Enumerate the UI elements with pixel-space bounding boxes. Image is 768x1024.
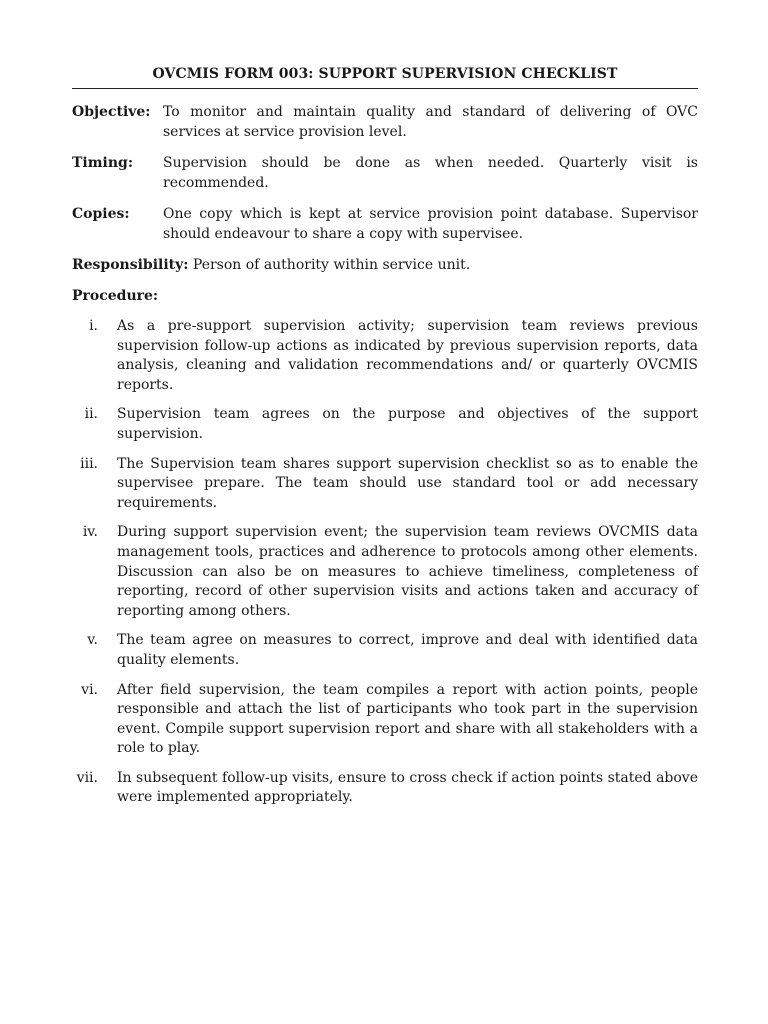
procedure-item [72, 769, 698, 808]
copies-label: Copies: [72, 206, 130, 222]
timing-field [72, 153, 698, 193]
procedure-item [72, 631, 698, 670]
procedure-item [72, 523, 698, 621]
copies-field [72, 204, 698, 244]
procedure-item [72, 681, 698, 759]
timing-label: Timing: [72, 155, 134, 171]
responsibility-value: Person of authority within service unit. [192, 257, 471, 273]
procedure-item-text: The Supervision team shares support supervision checklist so as to enable the supervisee prepare. The team should use standard tool or add necessary requirements. [117, 455, 698, 511]
procedure-item [72, 317, 698, 395]
title-block [72, 66, 698, 89]
procedure-item-number: ii. [84, 406, 98, 423]
procedure-item-number: vii. [76, 769, 98, 786]
objective-field [72, 102, 698, 142]
procedure-list [72, 317, 698, 808]
procedure-item-number: iii. [80, 455, 98, 472]
objective-label: Objective: [72, 104, 151, 120]
procedure-item-number: i. [89, 318, 98, 334]
procedure-item-text: In subsequent follow-up visits, ensure to cross check if action points stated above were implemented appropriately. [117, 769, 698, 806]
procedure-item [72, 455, 698, 514]
copies-value: One copy which is kept at service provision point database. Supervisor should endeavour to share a copy with supervisee. [163, 206, 698, 242]
procedure-item-number: vi. [81, 681, 98, 698]
procedure-item-text: As a pre-support supervision activity; supervision team reviews previous supervision follow-up actions as indicated by previous supervision reports, data analysis, cleaning and validation recommendations and/ or quarterly OVCMIS reports. [117, 318, 698, 393]
responsibility-field [72, 255, 698, 275]
timing-value: Supervision should be done as when needed. Quarterly visit is recommended. [163, 155, 698, 191]
procedure-item-text: Supervision team agrees on the purpose and objectives of the support supervision. [117, 406, 698, 442]
procedure-item-number: v. [87, 632, 98, 649]
objective-value: To monitor and maintain quality and standard of delivering of OVC services at service provision level. [163, 104, 698, 140]
procedure-item-text: During support supervision event; the supervision team reviews OVCMIS data management tools, practices and adherence to protocols among other elements. Discussion can also be on measures to achieve timeliness, completeness of reporting, record of other supervision visits and actions taken and accuracy of reporting among others. [117, 524, 698, 619]
document-title: OVCMIS FORM 003: SUPPORT SUPERVISION CHECKLIST [152, 66, 618, 82]
procedure-item-number: iv. [82, 524, 98, 541]
procedure-item-text: After field supervision, the team compiles a report with action points, people responsible and attach the list of participants who took part in the supervision event. Compile support supervision report and share with all stakeholders with a role to play. [117, 681, 698, 757]
responsibility-label: Responsibility: [72, 257, 189, 273]
procedure-heading: Procedure: [72, 288, 159, 304]
procedure-item [72, 405, 698, 444]
procedure-item-text: The team agree on measures to correct, improve and deal with identified data quality elements. [117, 632, 698, 668]
